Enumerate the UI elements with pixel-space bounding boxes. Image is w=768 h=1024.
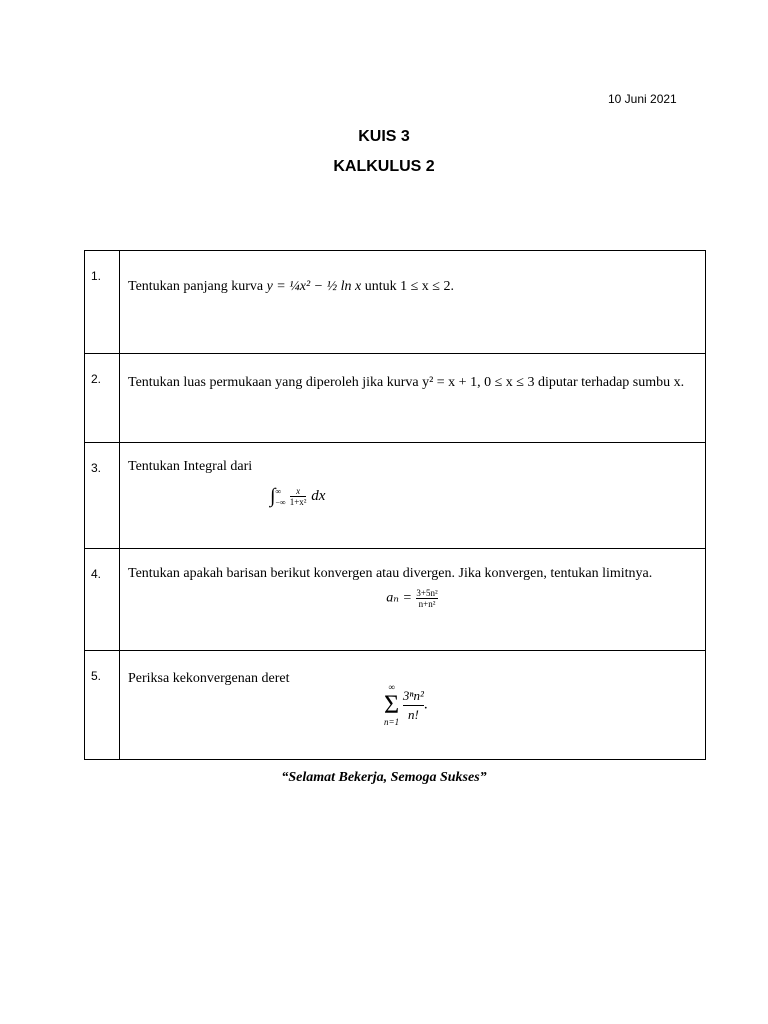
question-cell bbox=[120, 251, 706, 354]
question-row bbox=[85, 354, 706, 443]
question-row bbox=[85, 251, 706, 354]
math-expression: y = ¼x² − ½ ln x bbox=[266, 279, 362, 294]
question-number: 3. bbox=[85, 443, 120, 549]
question-text: Tentukan apakah barisan berikut konvergen atau divergen. Jika konvergen, tentukan limitnya. bbox=[128, 566, 653, 581]
question-row bbox=[85, 549, 706, 651]
question-cell bbox=[120, 651, 706, 760]
question-cell bbox=[120, 354, 706, 443]
question-text: Tentukan Integral dari bbox=[128, 459, 253, 474]
question-text: Tentukan panjang kurva y = ¼x² − ½ ln x untuk 1 ≤ x ≤ 2. bbox=[128, 279, 454, 294]
closing-message: “Selamat Bekerja, Semoga Sukses” bbox=[281, 770, 487, 785]
series-expression: ∞ Σ n=1 $\frac{\text{3ⁿn²}}{n!}$ . bbox=[384, 682, 428, 727]
question-number: 1. bbox=[85, 251, 120, 354]
question-cell bbox=[120, 443, 706, 549]
question-text: Periksa kekonvergenan deret bbox=[128, 671, 290, 686]
question-number: 4. bbox=[85, 549, 120, 651]
sequence-expression: aₙ = $\frac{\text{3+5n²}}{\text{n+n²}}$ bbox=[386, 588, 438, 609]
question-cell bbox=[120, 549, 706, 651]
question-text: Tentukan luas permukaan yang diperoleh jika kurva y² = x + 1, 0 ≤ x ≤ 3 diputar terhadap sumbu x. bbox=[128, 375, 685, 390]
question-number: 2. bbox=[85, 354, 120, 443]
questions-table bbox=[84, 250, 706, 760]
question-number: 5. bbox=[85, 651, 120, 760]
quiz-title: KUIS 3 bbox=[358, 128, 410, 145]
date: 10 Juni 2021 bbox=[608, 92, 677, 106]
integral-expression: ∫ ∞ −∞ $\frac{x}{\text{1+x²}}$ dx bbox=[270, 485, 326, 507]
question-row bbox=[85, 443, 706, 549]
question-row bbox=[85, 651, 706, 760]
course-title: KALKULUS 2 bbox=[333, 158, 435, 175]
